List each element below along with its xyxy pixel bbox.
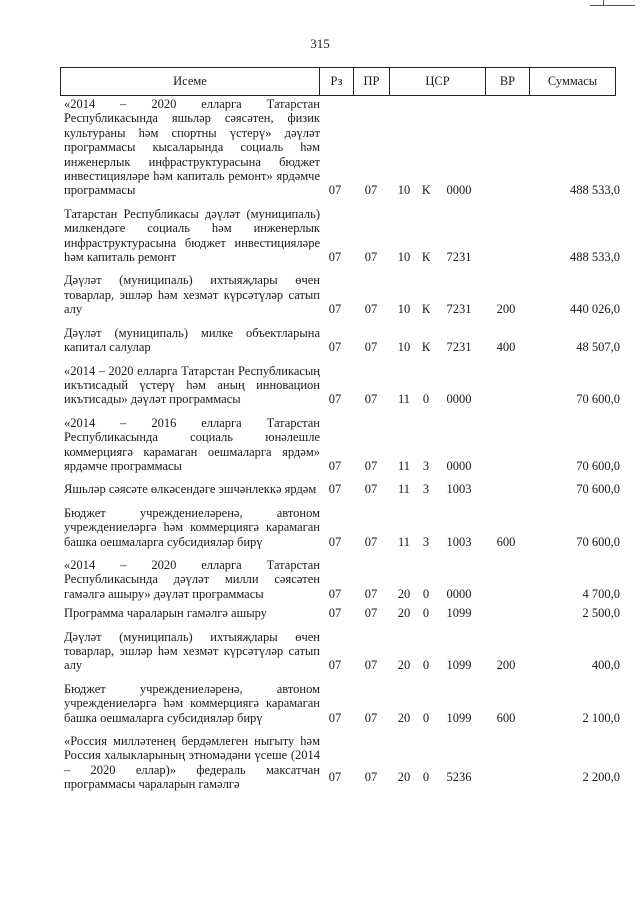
- row-rz: 07: [328, 658, 342, 673]
- table-row: [60, 682, 620, 725]
- row-csr-part2: 0: [422, 770, 430, 785]
- table-body: [60, 97, 620, 792]
- row-csr-part2: К: [421, 302, 431, 317]
- table-row: [60, 364, 620, 407]
- row-csr-part2: 0: [422, 658, 430, 673]
- row-name: Татарстан Республикасы дәүләт (муниципаль) милкендәге социаль һәм инженерлык инфраструктурасына бюджет инвестицияләре һәм капиталь ремонт: [64, 206, 320, 265]
- row-vr: 600: [496, 534, 516, 549]
- row-csr-part1: 10: [397, 183, 411, 198]
- table-row: [60, 506, 620, 549]
- table-row: [60, 207, 620, 265]
- row-pr: 07: [364, 183, 378, 198]
- row-name: «2014 – 2016 елларга Татарстан Республикасында социаль юнәлешле коммерциягә карамаган оешмаларга ярдәм» ярдәмче программасы: [64, 415, 320, 473]
- row-sum: 2 200,0: [582, 770, 620, 785]
- row-vr: 600: [496, 710, 516, 725]
- row-sum: 70 600,0: [576, 534, 620, 549]
- row-csr-part3: 0000: [446, 586, 472, 601]
- row-rz: 07: [328, 710, 342, 725]
- corner-tick-mark: [603, 0, 604, 6]
- header-name: Исеме: [61, 68, 320, 95]
- row-rz: 07: [328, 250, 342, 265]
- row-csr-part1: 11: [397, 534, 411, 549]
- row-pr: 07: [364, 482, 378, 497]
- row-csr-part3: 1099: [446, 710, 472, 725]
- row-csr-part3: 7231: [446, 302, 472, 317]
- row-csr-part1: 20: [397, 606, 411, 621]
- table-row: [60, 734, 620, 792]
- row-name: Яшьләр сәясәте өлкәсендәге эшчәнлеккә ярдәм: [64, 482, 317, 497]
- row-csr-part1: 10: [397, 302, 411, 317]
- row-csr-part3: 7231: [446, 340, 472, 355]
- row-csr-part3: 1003: [446, 482, 472, 497]
- table-row: [60, 416, 620, 474]
- row-sum: 440 026,0: [570, 302, 620, 317]
- row-name: Программа чараларын гамәлгә ашыру: [64, 606, 267, 621]
- page-number: 315: [310, 36, 330, 51]
- row-sum: 4 700,0: [582, 586, 620, 601]
- row-pr: 07: [364, 770, 378, 785]
- row-pr: 07: [364, 302, 378, 317]
- row-pr: 07: [364, 606, 378, 621]
- row-sum: 488 533,0: [570, 183, 620, 198]
- row-csr-part1: 20: [397, 586, 411, 601]
- row-csr-part2: 0: [422, 392, 430, 407]
- row-pr: 07: [364, 586, 378, 601]
- row-sum: 2 100,0: [582, 710, 620, 725]
- row-csr-part1: 20: [397, 658, 411, 673]
- header-rz: Рз: [320, 68, 354, 95]
- row-pr: 07: [364, 534, 378, 549]
- row-sum: 488 533,0: [570, 250, 620, 265]
- row-csr-part1: 11: [397, 458, 411, 473]
- row-vr: 400: [496, 340, 516, 355]
- row-csr-part1: 11: [397, 392, 411, 407]
- row-name: Дәүләт (муниципаль) ихтыяҗлары өчен товарлар, эшләр һәм хезмәт күрсәтүләр сатып алу: [64, 629, 320, 673]
- row-csr-part2: 3: [422, 458, 430, 473]
- table-row: [60, 273, 620, 316]
- row-rz: 07: [328, 482, 342, 497]
- row-csr-part3: 7231: [446, 250, 472, 265]
- header-pr: ПР: [354, 68, 390, 95]
- row-name: Бюджет учреждениеләренә, автоном учреждениеләргә һәм коммерциягә карамаган башка оешмаларга субсидияләр бирү: [64, 681, 320, 725]
- row-sum: 2 500,0: [582, 606, 620, 621]
- header-vr: ВР: [486, 68, 530, 95]
- table-row: [60, 630, 620, 673]
- row-rz: 07: [328, 770, 342, 785]
- row-name: «2014 – 2020 елларга Татарстан Республикасында яшьләр сәясәтен, физик культураны һәм спортны үстерү» дәүләт программасы кысаларында социаль һәм инженерлык инфраструктурасына бюджет инвестицияләре һәм капиталь ремонт» ярдәмче программасы: [64, 97, 320, 198]
- row-pr: 07: [364, 710, 378, 725]
- row-csr-part3: 5236: [446, 770, 472, 785]
- row-csr-part1: 20: [397, 770, 411, 785]
- row-rz: 07: [328, 606, 342, 621]
- row-csr-part2: 3: [422, 534, 430, 549]
- row-csr-part2: 3: [422, 482, 430, 497]
- row-csr-part2: К: [421, 250, 431, 265]
- row-pr: 07: [364, 658, 378, 673]
- row-csr-part3: 1099: [446, 606, 472, 621]
- row-csr-part1: 10: [397, 250, 411, 265]
- row-csr-part2: 0: [422, 710, 430, 725]
- row-rz: 07: [328, 392, 342, 407]
- table-row: [60, 558, 620, 601]
- corner-line-mark: [590, 5, 635, 6]
- row-pr: 07: [364, 250, 378, 265]
- row-rz: 07: [328, 586, 342, 601]
- row-pr: 07: [364, 340, 378, 355]
- row-name: Дәүләт (муниципаль) милке объектларына капитал салулар: [64, 325, 320, 355]
- row-name: «2014 – 2020 елларга Татарстан Республикасында дәүләт милли сәясәтен гамәлгә ашыру» дәүләт программасы: [64, 557, 320, 601]
- table-row: [60, 326, 620, 355]
- row-pr: 07: [364, 458, 378, 473]
- row-csr-part2: 0: [422, 586, 430, 601]
- row-name: Бюджет учреждениеләренә, автоном учреждениеләргә һәм коммерциягә карамаган башка оешмаларга субсидияләр бирү: [64, 505, 320, 549]
- header-csr: ЦСР: [390, 68, 486, 95]
- row-rz: 07: [328, 340, 342, 355]
- header-sum: Суммасы: [547, 74, 598, 88]
- row-sum: 400,0: [591, 658, 620, 673]
- row-csr-part3: 1003: [446, 534, 472, 549]
- row-vr: 200: [496, 658, 516, 673]
- row-rz: 07: [328, 458, 342, 473]
- row-csr-part3: 0000: [446, 183, 472, 198]
- row-csr-part1: 10: [397, 340, 411, 355]
- row-vr: 200: [496, 302, 516, 317]
- row-rz: 07: [328, 534, 342, 549]
- row-sum: 70 600,0: [576, 392, 620, 407]
- row-name: «2014 – 2020 елларга Татарстан Республикасың икътисадый үстерү һәм аның инновацион икътисады» дәүләт программасы: [64, 363, 320, 407]
- row-sum: 70 600,0: [576, 482, 620, 497]
- row-pr: 07: [364, 392, 378, 407]
- row-sum: 48 507,0: [576, 340, 620, 355]
- row-rz: 07: [328, 302, 342, 317]
- row-csr-part3: 1099: [446, 658, 472, 673]
- table-row: [60, 606, 620, 620]
- row-csr-part3: 0000: [446, 458, 472, 473]
- table-row: [60, 482, 620, 496]
- row-csr-part2: К: [421, 183, 431, 198]
- row-csr-part2: 0: [422, 606, 430, 621]
- row-rz: 07: [328, 183, 342, 198]
- table-header: [60, 67, 616, 96]
- row-csr-part3: 0000: [446, 392, 472, 407]
- row-name: Дәүләт (муниципаль) ихтыяҗлары өчен товарлар, эшләр һәм хезмәт күрсәтүләр сатып алу: [64, 273, 320, 317]
- row-name: «Россия милләтенең бердәмлеген ныгыту һәм Россия халыкларының этномәдәни үсеше (2014 – 2020 еллар)» федераль максатчан программасы чараларын гамәлгә: [64, 734, 320, 792]
- row-csr-part1: 20: [397, 710, 411, 725]
- row-csr-part1: 11: [397, 482, 411, 497]
- row-sum: 70 600,0: [576, 458, 620, 473]
- table-row: [60, 97, 620, 198]
- row-csr-part2: К: [421, 340, 431, 355]
